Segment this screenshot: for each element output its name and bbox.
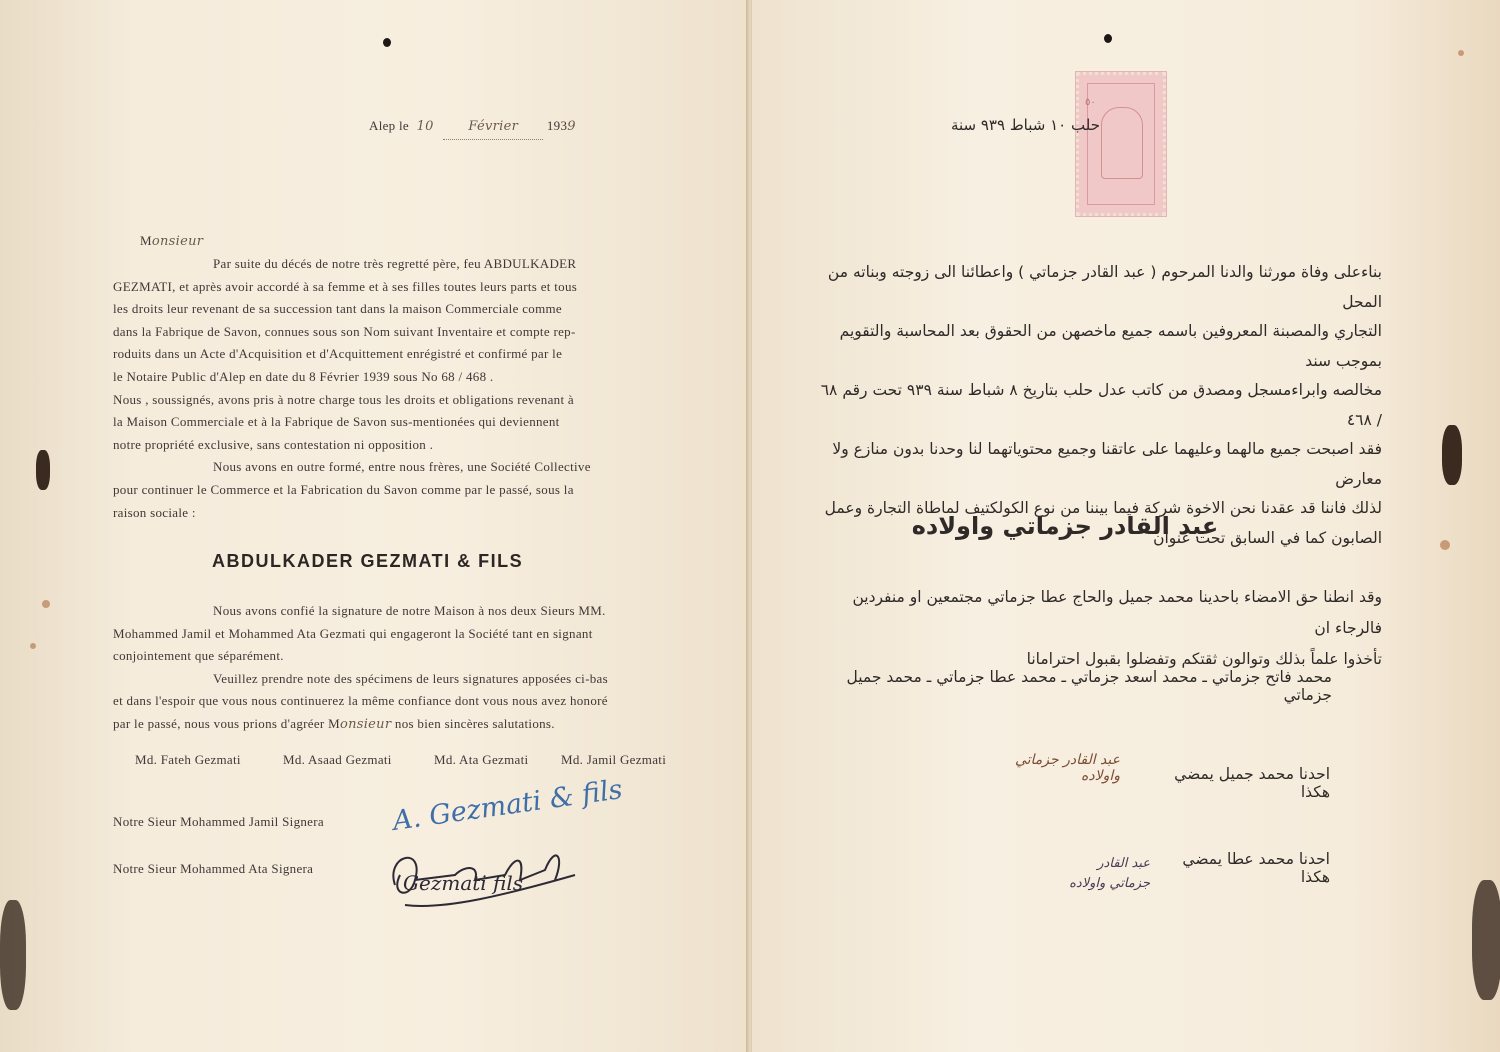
- body-line: conjointement que séparément.: [113, 648, 284, 664]
- punch-hole: [383, 38, 391, 47]
- damage-mark: [36, 450, 50, 490]
- firm-name-heading: ABDULKADER GEZMATI & FILS: [212, 551, 524, 571]
- body-line: raison sociale :: [113, 504, 196, 520]
- body-line: les droits leur revenant de sa succession tant dans la maison Commerciale comme: [113, 301, 562, 317]
- body-line: Nous avons confié la signature de notre Maison à nos deux Sieurs MM.: [213, 603, 606, 618]
- closing-end: nos bien sincères salutations.: [394, 715, 555, 731]
- body-line: Mohammed Jamil et Mohammed Ata Gezmati qui engageront la Société tant en signant: [113, 625, 593, 641]
- signatory-1: Md. Fateh Gezmati: [135, 752, 241, 767]
- body-paragraph-1: [113, 253, 678, 524]
- damage-mark: [1472, 880, 1500, 1000]
- signatory-3: Md. Ata Gezmati: [434, 752, 529, 767]
- stain: [1458, 50, 1464, 56]
- arabic-paragraph-1: [812, 258, 1382, 553]
- salutation-hand: onsieur: [151, 234, 204, 249]
- signatory-4: Md. Jamil Gezmati: [561, 752, 667, 767]
- body-line: GEZMATI, et après avoir accordé à sa femme et à ses filles toutes leurs parts et tous: [113, 278, 578, 294]
- arabic-line: وقد انطنا حق الامضاء باحدينا محمد جميل والحاج عطا جزماتي مجتمعين او منفردين فالرجاء ان: [852, 588, 1382, 637]
- date-year-print: 193: [546, 118, 568, 133]
- salutation: [140, 230, 203, 254]
- damage-mark: [0, 900, 26, 1010]
- revenue-stamp: [1076, 72, 1166, 216]
- date-line: [369, 115, 576, 140]
- date-day: 10: [416, 119, 434, 134]
- punch-hole: [1104, 34, 1112, 43]
- signature-ata: [385, 835, 585, 925]
- body-line: Nous avons en outre formé, entre nous frères, une Société Collective: [213, 459, 591, 475]
- stain: [30, 643, 36, 649]
- body-line: et dans l'espoir que vous nous continuerez la même confiance dont vous nous avez honoré: [113, 693, 608, 709]
- arabic-names-line: محمد فاتح جزماتي ـ محمد اسعد جزماتي ـ محمد عطا جزماتي ـ محمد جميل جزماتي: [846, 668, 1332, 704]
- stamp-value: ٥٠: [1085, 97, 1096, 108]
- stain: [1440, 540, 1450, 550]
- arabic-firm-name: عبد القادر جزماتي واولاده: [911, 512, 1219, 540]
- signer-label-ata: Notre Sieur Mohammed Ata Signera: [113, 861, 314, 876]
- body-line: roduits dans un Acte d'Acquisition et d'Acquittement enrégistré et confirmé par le: [113, 346, 563, 362]
- signer-label-jamil: Notre Sieur Mohammed Jamil Signera: [113, 814, 324, 829]
- body-line: Veuillez prendre note des spécimens de leurs signatures apposées ci-bas: [213, 670, 608, 686]
- body-line: pour continuer le Commerce et la Fabrication du Savon comme par le passé, sous la: [113, 481, 574, 497]
- arabic-line: الصابون كما في السابق تحت عنوان: [1153, 528, 1382, 547]
- french-letter-page: [0, 0, 748, 1052]
- arabic-signature-ata: عبد القادر جزماتي واولاده: [1069, 856, 1150, 891]
- body-line: le Notaire Public d'Alep en date du 8 Février 1939 sous No 68 / 468 .: [113, 368, 494, 384]
- body-line: notre propriété exclusive, sans contestation ni opposition .: [113, 436, 434, 452]
- arabic-line: بناءعلى وفاة مورثنا والدنا المرحوم ( عبد القادر جزماتي ) واعطائنا الى زوجته وبناته من المحل: [827, 263, 1382, 311]
- arabic-paragraph-2: [812, 582, 1382, 675]
- signature-ata-text: Gezmati fils: [403, 871, 524, 895]
- body-line: Par suite du décés de notre très regretté père, feu ABDULKADER: [213, 256, 577, 271]
- body-line: la Maison Commerciale et à la Fabrique de Savon sus-mentionées qui deviennent: [113, 414, 560, 430]
- date-month: Février: [443, 116, 543, 140]
- closing-print: par le passé, nous vous prions d'agréer M: [113, 715, 340, 731]
- arabic-line: لذلك فاننا قد عقدنا نحن الاخوة شركة فيما بيننا من نوع الكولكتيف لماطاة التجارة وعمل: [824, 499, 1382, 517]
- arabic-signature-jamil: عبد القادر جزماتي واولاده: [1014, 752, 1120, 784]
- arabic-line: فقد اصبحت جميع مالهما وعليهما على عاتقنا وجميع محتوياتهما لنا وحدنا بدون منازع ولا معارض: [832, 440, 1382, 488]
- salutation-print: M: [140, 233, 152, 248]
- arabic-date-line: حلب ١٠ شباط ٩٣٩ سنة: [950, 116, 1100, 134]
- signatory-2: Md. Asaad Gezmati: [283, 752, 392, 767]
- arabic-line: التجاري والمصبنة المعروفين باسمه جميع ماخصهن من الحقوق بعد المحاسبة والتقويم بموجب سند: [839, 322, 1382, 370]
- body-line: dans la Fabrique de Savon, connues sous son Nom suivant Inventaire et compte rep-: [113, 323, 576, 339]
- stain: [42, 600, 50, 608]
- damage-mark: [1442, 425, 1462, 485]
- stamp-emblem: [1101, 107, 1143, 179]
- date-prefix: Alep le: [369, 118, 410, 133]
- arabic-signer-label-ata: احدنا محمد عطا يمضي هكذا: [1182, 850, 1330, 886]
- closing-hand: onsieur: [339, 716, 392, 732]
- date-year-hand: 9: [567, 119, 576, 134]
- arabic-signer-label-jamil: احدنا محمد جميل يمضي هكذا: [1174, 765, 1330, 801]
- body-line: [113, 713, 678, 737]
- arabic-line: تأخذوا علماً بذلك وتوالون ثقتكم وتفضلوا بقبول احترامانا: [1026, 650, 1382, 668]
- body-paragraph-2: [113, 600, 678, 737]
- body-line: Nous , soussignés, avons pris à notre charge tous les droits et obligations revenant à: [113, 391, 574, 407]
- signature-jamil: A. Gezmati & fils: [390, 774, 625, 837]
- arabic-line: مخالصه وابراءمسجل ومصدق من كاتب عدل حلب بتاريخ ٨ شباط سنة ٩٣٩ تحت رقم ٦٨ / ٤٦٨: [820, 381, 1382, 429]
